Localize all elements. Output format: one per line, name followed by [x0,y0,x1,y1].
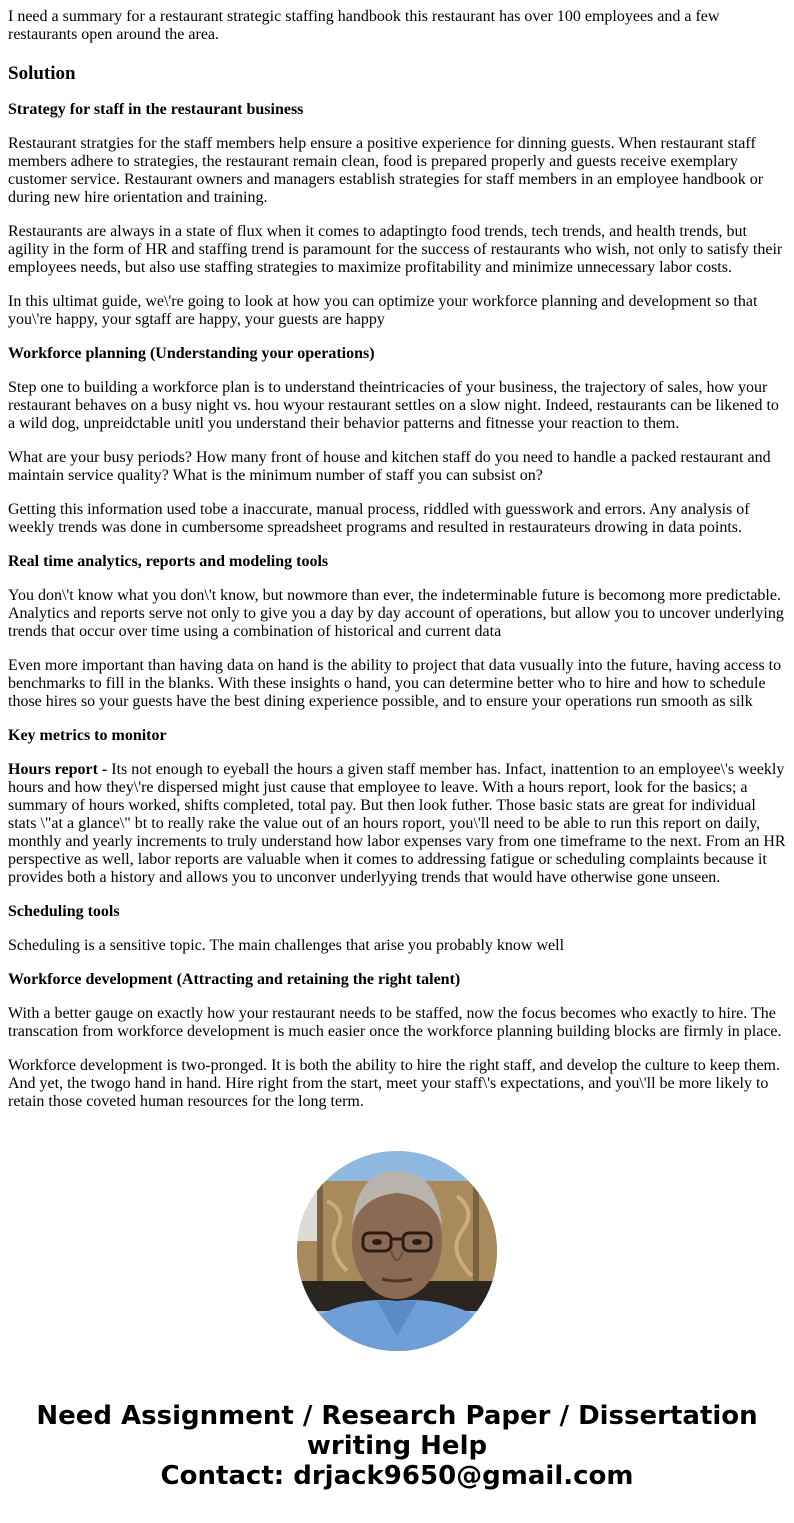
hours-report-lead: Hours report - [8,761,112,778]
subheading-scheduling-tools: Scheduling tools [8,903,120,920]
question-text: I need a summary for a restaurant strategic staffing handbook this restaurant has over 100 employees and a few restaurants open around the area. [8,8,720,43]
paragraph: Workforce development is two-pronged. It is both the ability to hire the right staff, and develop the culture to keep them. And yet, the twogo hand in hand. Hire right from the start, meet your staff\'s expectations, and you\'ll be more likely to retain those coveted human resources for the long term. [8,1057,780,1110]
avatar-container [0,1151,794,1351]
paragraph: With a better gauge on exactly how your restaurant needs to be staffed, now the focus becomes who exactly to hire. The transcation from workforce development is much easier once the workforce planning building blocks are firmly in place. [8,1005,782,1040]
paragraph: What are your busy periods? How many front of house and kitchen staff do you need to handle a packed restaurant and maintain service quality? What is the minimum number of staff you can subsist on? [8,449,771,484]
paragraph: Step one to building a workforce plan is to understand theintricacies of your business, the trajectory of sales, how your restaurant behaves on a busy night vs. hou wyour restaurant settles on a slow night. Indeed, restaurants can be likened to a wild dog, unpreidctable unitl you understand their behavior patterns and fitnesse your reaction to them. [8,379,779,432]
paragraph: Even more important than having data on hand is the ability to project that data vusually into the future, having access to benchmarks to fill in the blanks. With these insights o hand, you can determine better who to hire and how to schedule those hires so your guests have the best dining experience possible, and to ensure your operations run smooth as silk [8,657,782,710]
cta-contact: Contact: drjack9650@gmail.com [160,1461,634,1491]
paragraph: Getting this information used tobe a inaccurate, manual process, riddled with guesswork and errors. Any analysis of weekly trends was done in cumbersome spreadsheet programs and resulted in restaurateurs drowing in data points. [8,501,750,536]
paragraph: You don\'t know what you don\'t know, but nowmore than ever, the indeterminable future is becomong more predictable. Analytics and reports serve not only to give you a day by day account of operations, but allow you to uncover underlying trends that occur over time using a combination of historical and current data [8,587,784,640]
solution-heading: Solution [8,63,76,84]
hours-report-paragraph [8,761,786,887]
subheading-key-metrics: Key metrics to monitor [8,727,167,744]
paragraph: In this ultimat guide, we\'re going to look at how you can optimize your workforce planning and development so that you\'re happy, your sgtaff are happy, your guests are happy [8,293,758,328]
subheading-workforce-development: Workforce development (Attracting and retaining the right talent) [8,971,461,988]
paragraph: Scheduling is a sensitive topic. The main challenges that arise you probably know well [8,937,565,954]
hours-report-text: Its not enough to eyeball the hours a given staff member has. Infact, inattention to an employee\'s weekly hours and how they\'re dispersed might just cause that employee to leave. With a hours report, look for the basics; a summary of hours worked, shifts completed, total pay. But then look futher. Those basic stats are great for individual stats \"at a glance\" bt to really rake the value out of an hours roport, you\'ll need to be able to run this report on daily, monthly and yearly increments to truly understand how labor expenses vary from one timeframe to the next. From an HR perspective as well, labor reports are valuable when it comes to addressing fatigue or scheduling complaints because it provides both a history and allows you to unconver underlyying trends that would have otherwise gone unseen. [8,761,786,886]
contact-banner [0,1401,794,1521]
subheading-workforce-planning: Workforce planning (Understanding your operations) [8,345,375,362]
subheading-analytics: Real time analytics, reports and modeling tools [8,553,329,570]
avatar [297,1151,497,1351]
cta-headline: Need Assignment / Research Paper / Dissertation writing Help [36,1401,758,1461]
paragraph: Restaurants are always in a state of flux when it comes to adaptingto food trends, tech trends, and health trends, but agility in the form of HR and staffing trend is paramount for the success of restaurants who wish, not only to satisfy their employees needs, but also use staffing strategies to maximize profitability and minimize unnecessary labor costs. [8,223,783,276]
subheading-strategy: Strategy for staff in the restaurant business [8,101,304,118]
paragraph: Restaurant stratgies for the staff members help ensure a positive experience for dinning guests. When restaurant staff members adhere to strategies, the restaurant remain clean, food is prepared properly and guests receive exemplary customer service. Restaurant owners and managers establish strategies for staff members in an employee handbook or during new hire orientation and training. [8,135,764,206]
portrait-illustration [297,1151,497,1351]
